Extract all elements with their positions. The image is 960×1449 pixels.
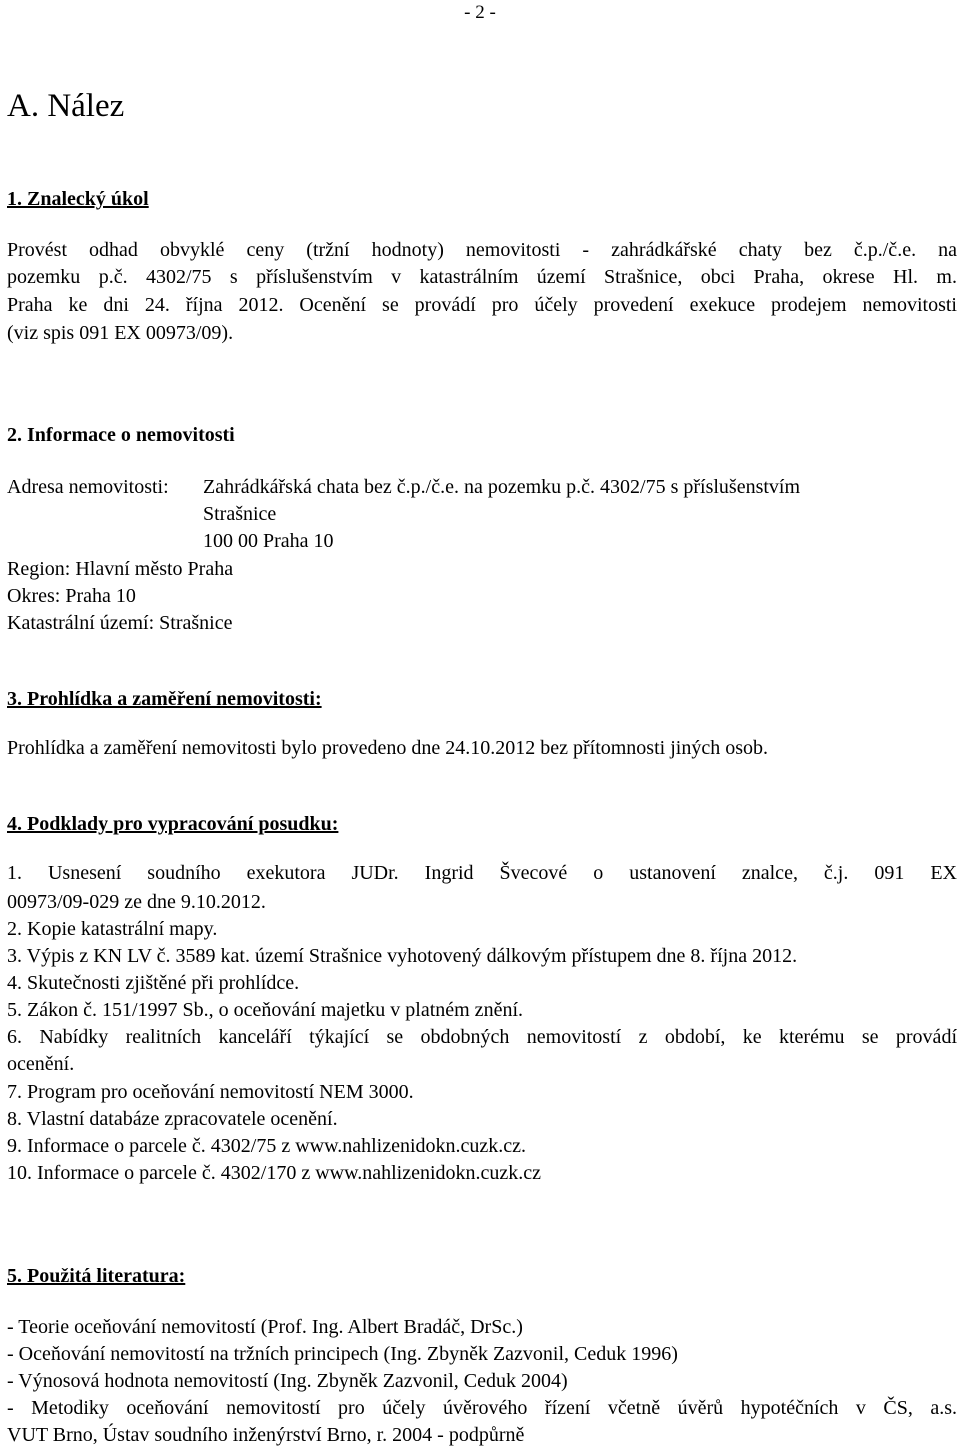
list-item: 5. Zákon č. 151/1997 Sb., o oceňování majetku v platném znění. [7,999,523,1021]
region-line: Region: Hlavní město Praha [7,558,234,580]
section-5-title: 5. Použitá literatura: [7,1265,186,1287]
literature-item: - Teorie oceňování nemovitostí (Prof. Ing. Albert Bradáč, DrSc.) [7,1316,523,1338]
list-item: ocenění. [7,1053,75,1075]
section-2-title: 2. Informace o nemovitosti [7,424,235,446]
literature-item: - Metodiky oceňování nemovitostí pro účely úvěrového řízení včetně úvěrů hypotéčních v ČS, a.s. [7,1397,957,1419]
section-1-line: pozemku p.č. 4302/75 s příslušenstvím v katastrálním území Strašnice, obci Praha, okrese Hl. m. [7,266,957,288]
section-1-title: 1. Znalecký úkol [7,188,149,210]
literature-item: VUT Brno, Ústav soudního inženýrství Brno, r. 2004 - podpůrně [7,1424,525,1446]
list-item: 00973/09-029 ze dne 9.10.2012. [7,891,266,913]
section-1-line: (viz spis 091 EX 00973/09). [7,322,234,344]
list-item: 2. Kopie katastrální mapy. [7,918,218,940]
katastr-line: Katastrální území: Strašnice [7,612,233,634]
section-3-text: Prohlídka a zaměření nemovitosti bylo provedeno dne 24.10.2012 bez přítomnosti jiných osob. [7,737,768,759]
address-line: 100 00 Praha 10 [203,530,334,552]
section-4-title: 4. Podklady pro vypracování posudku: [7,813,339,835]
section-1-line: Praha ke dni 24. října 2012. Ocenění se provádí pro účely provedení exekuce prodejem nemovitosti [7,294,957,316]
address-line: Zahrádkářská chata bez č.p./č.e. na pozemku p.č. 4302/75 s příslušenstvím [203,476,801,498]
section-1-line: Provést odhad obvyklé ceny (tržní hodnoty) nemovitosti - zahrádkářské chaty bez č.p./č.e. na [7,239,957,261]
section-3-title: 3. Prohlídka a zaměření nemovitosti: [7,688,322,710]
list-item: 4. Skutečnosti zjištěné při prohlídce. [7,972,300,994]
list-item: 7. Program pro oceňování nemovitostí NEM 3000. [7,1081,414,1103]
list-item: 9. Informace o parcele č. 4302/75 z www.nahlizenidokn.cuzk.cz. [7,1135,527,1157]
address-line: Strašnice [203,503,277,525]
list-item: 8. Vlastní databáze zpracovatele ocenění. [7,1108,338,1130]
literature-item: - Oceňování nemovitostí na tržních principech (Ing. Zbyněk Zazvonil, Ceduk 1996) [7,1343,678,1365]
literature-item: - Výnosová hodnota nemovitostí (Ing. Zbyněk Zazvonil, Ceduk 2004) [7,1370,568,1392]
list-item: 1. Usnesení soudního exekutora JUDr. Ingrid Švecové o ustanovení znalce, č.j. 091 EX [7,862,957,884]
page-number: - 2 - [464,2,496,23]
address-label: Adresa nemovitosti: [7,476,169,498]
page-title: A. Nález [7,88,125,124]
list-item: 3. Výpis z KN LV č. 3589 kat. území Strašnice vyhotovený dálkovým přístupem dne 8. října 2012. [7,945,798,967]
list-item: 10. Informace o parcele č. 4302/170 z www.nahlizenidokn.cuzk.cz [7,1162,542,1184]
okres-line: Okres: Praha 10 [7,585,136,607]
list-item: 6. Nabídky realitních kanceláří týkající se obdobných nemovitostí z období, ke kterému se provádí [7,1026,957,1048]
